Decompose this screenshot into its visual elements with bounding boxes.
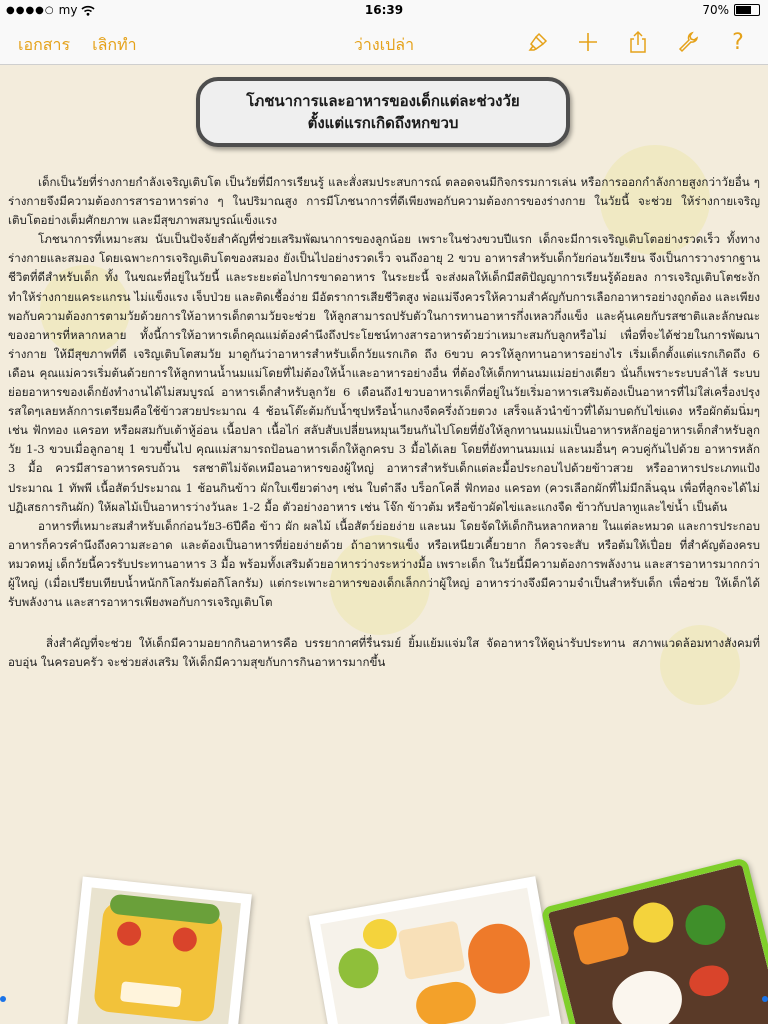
photo-content [686,961,732,1000]
status-bar [0,0,768,22]
toolbar-right [524,28,752,56]
photo-content [335,945,381,991]
document-heading-line2: ตั้งแต่แรกเกิดถึงหกขวบ [307,114,459,132]
document-page[interactable] [0,65,768,1024]
photo-content [413,979,479,1024]
document-title[interactable]: ว่างเปล่า [353,35,415,54]
photo-content [606,964,688,1024]
document-heading-line1: โภชนาการและอาหารของเด็กแต่ละช่วงวัย [246,92,520,110]
plus-icon[interactable] [574,28,602,56]
clock: 16:39 [364,3,404,17]
photo-content [398,920,466,980]
body-paragraph: โภชนาการที่เหมาะสม นับเป็นปัจจัยสำคัญที่ช่วยเสริมพัฒนาการของลูกน้อย เพราะในช่วงขวบปีแรก เด็กจะมีการเจริญเติบโตอย่างรวดเร็ว ทั้งทางร่างกายและสมอง โดยเฉพาะการเจริญเติบโตของสมอง ยังเป็นไปอย่างรวดเร็ว จนถึงอายุ 2 ขวบ อาหารสำหรับเด็กวัยก่อนวัยเรียน จึงเป็นการวางรากฐานชีวิตที่ดีสำหรับเด็ก ทั้ง ในขณะที่อยู่ในวัยนี้ และระยะต่อไปการขาดอาหาร ในระยะนี้ จะส่งผลให้เด็กมีสติปัญญาการเรียนรู้ด้อยลง การเจริญเติบโตชะงัก ทำให้ร่างกายแคระแกรน ไม่แข็งแรง เจ็บป่วย และติดเชื้อง่าย มีอัตราการเสียชีวิตสูง พ่อแม่จึงควรให้ความสำคัญกับการเลือกอาหารอย่างถูกต้อง และเพียงพอกับความต้องการตามวัยด้วยการให้อาหารเด็กตามวัยจะช่วย ให้ลูกสามารถปรับตัวในการทานอาหารกึ่งเหลวกึ่งแข็ง และคุ้นเคยกับรสชาติและลักษณะของอาหารที่หลากหลาย ทั้งนี้การให้อาหารเด็กคุณแม่ต้องคำนึงถึงประโยชน์ทางสารอาหารด้วยว่าเหมาะสมกับลูกหรือไม่ เพื่อที่จะได้ช่วยในการพัฒนาร่างกาย ให้มีสุขภาพที่ดี เจริญเติบโตสมวัย มาดูกันว่าอาหารสำหรับเด็กวัยแรกเกิด ถึง 6ขวบ ควรให้ลูกทานอาหารอย่างไร เริ่มเด็กตั้งแต่แรกเกิดถึง 6 เดือน คุณแม่ควรเริ่มต้นด้วยการให้ลูกทานน้ำนมแม่โดยที่ไม่ต้องให้น้ำและอาหารอย่างอื่น ที่ต้องให้เด็กทานนมแม่อย่างเดียว นั่นก็เพราะระบบลำไส้ ระบบย่อยอาหารของเด็กยังทำงานได้ไม่สมบูรณ์ อาหารเด็กสำหรับลูกวัย 6 เดือนถึง1ขวบอาหารเด็กที่อยู่ในวัยเริ่มอาหารเสริมต้องเป็นอาหารที่ไม่ใส่เครื่องปรุงรสใดๆเลยหลักการเตรียมคือใช้ข้าวสวยประมาณ 4 ช้อนโต๊ะต้มกับน้ำซุปหรือน้ำแกงจืดครึ่งถ้วยตวง เสร็จแล้วนำข้าวที่ได้มาบดกับไข่แดง หรือผักต้มนิ่มๆ เช่น ฟักทอง แครอท หรือผสมกับเต้าหู้อ่อน เนื้อปลา เนื้อไก่ สลับสับเปลี่ยนหมุนเวียนกันไปโดยที่ยังให้ลูกทานนมแม่เป็นอาหารหลักอยู่อาหารเด็กสำหรับลูกวัย 1-3 ขวบเมื่อลูกอายุ 1 ขวบขึ้นไป คุณแม่สามารถป้อนอาหารเด็กให้ลูกครบ 3 มื้อได้เลย โดยที่ยังทานนมแม่ และนมอื่นๆ ควบคู่กันไปด้วย อาหารหลัก 3 มื้อ ควรมีสารอาหารครบถ้วน รสชาติไม่จัดเหมือนอาหารของผู้ใหญ่ อาหารสำหรับเด็กแต่ละมื้อประกอบไปด้วยข้าวสวย หรืออาหารประเภทแป้งประมาณ 1 ทัพพี เนื้อสัตว์ประมาณ 1 ช้อนกินข้าว ผักใบเขียวต่างๆ เช่น ใบตำลึง บร็อกโคลี่ ฟักทอง แครอท (ควรเลือกผักที่ไม่มีกลิ่นฉุน เพื่อที่ลูกจะได้ไม่ปฏิเสธการกินผัก) ให้ผลไม้เป็นอาหารว่างวันละ 1-2 มื้อ ตัวอย่างอาหาร เช่น โจ๊ก ข้าวต้ม หรือข้าวผัดไข่และแกงจืด ข้าวกับปลาทูและไข่น้ำ เป็นต้น [8,232,760,514]
photo-content [548,864,768,1024]
documents-button[interactable]: เอกสาร [18,35,71,54]
share-icon[interactable] [624,28,652,56]
paintbrush-icon[interactable] [524,28,552,56]
wrench-icon[interactable] [674,28,702,56]
battery-fill [736,6,751,14]
status-right [702,3,760,17]
body-paragraph: อาหารที่เหมาะสมสำหรับเด็กก่อนวัย3-6ปีคือ ข้าว ผัก ผลไม้ เนื้อสัตว์ย่อยง่าย และนม โดยจัดให้เด็กกินหลากหลาย ในแต่ละหมวด และการประกอบอาหารก็ควรคำนึงถึงความสะอาด และต้องเป็นอาหารที่ย่อยง่ายด้วย ถ้าอาหารแข็ง หรือเหนียวเคี้ยวยาก ก็ควรจะสับ หรือต้มให้เปื่อย ที่สำคัญต้องครบหมวดหมู่ เด็กวัยนี้ควรรับประทานอาหาร 3 มื้อ พร้อมทั้งเสริมด้วยอาหารว่างระหว่างมื้อ เพราะเด็ก ในวัยนี้มีความต้องการพลังงาน และสารอาหารมากกว่าผู้ใหญ่ (เมื่อเปรียบเทียบน้ำหนักกิโลกรัมต่อกิโลกรัม) แต่กระเพาะอาหารของเด็กเล็กกว่าผู้ใหญ่ อาหารว่างจึงมีความจำเป็นสำหรับเด็ก เพื่อช่วย ให้เด็กได้รับพลังงาน และสารอาหารเพียงพอกับการเจริญเติบโต [8,518,760,610]
undo-button[interactable]: เลิกทำ [92,35,137,54]
photo-content [320,888,549,1024]
food-photo-bento-face[interactable] [66,877,252,1024]
food-photo-bento-box[interactable] [541,857,768,1024]
battery-percent: 70% [702,3,729,17]
help-icon[interactable]: ? [732,29,744,55]
food-photo-baby-meal[interactable] [309,876,562,1024]
photo-content [361,916,400,951]
selection-handle-right[interactable] [762,996,768,1002]
photo-content [681,901,729,949]
title-frame [196,77,570,147]
photo-content [572,915,630,966]
photo-content [76,888,241,1024]
photo-content [463,919,534,998]
carrier-name: my [58,3,78,17]
document-body [8,173,760,672]
signal-icon: ●●●●○ [6,4,55,16]
photo-content [629,898,677,946]
battery-icon [734,4,760,16]
selection-handle-left[interactable] [0,996,6,1002]
toolbar-left [18,33,137,58]
body-paragraph: เด็กเป็นวัยที่ร่างกายกำลังเจริญเติบโต เป็นวัยที่มีการเรียนรู้ และสั่งสมประสบการณ์ ตลอดจนมีกิจกรรมการเล่น หรือการออกกำลังกายสูงกว่าวัยอื่น ๆ ร่างกายจึงมีความต้องการสารอาหารต่าง ๆ ในปริมาณสูง การมีโภชนาการที่ดีเพียงพอกับความต้องการของร่างกาย ในวัยนี้ จะช่วย ให้ร่างกายเจริญเติบโตอย่างเต็มศักยภาพ และมีสุขภาพสมบูรณ์แข็งแรง [8,175,760,228]
closing-paragraph: สิ่งสำคัญที่จะช่วย ให้เด็กมีความอยากกินอาหารคือ บรรยากาศที่รื่นรมย์ ยิ้มแย้มแจ่มใส จัดอาหารให้ดูน่ารับประทาน สภาพแวดล้อมทางสังคมที่อบอุ่น ในครอบครัว จะช่วยส่งเสริม ให้เด็กมีความสุขกับการกินอาหารมากขึ้น [8,636,760,670]
toolbar [0,22,768,65]
